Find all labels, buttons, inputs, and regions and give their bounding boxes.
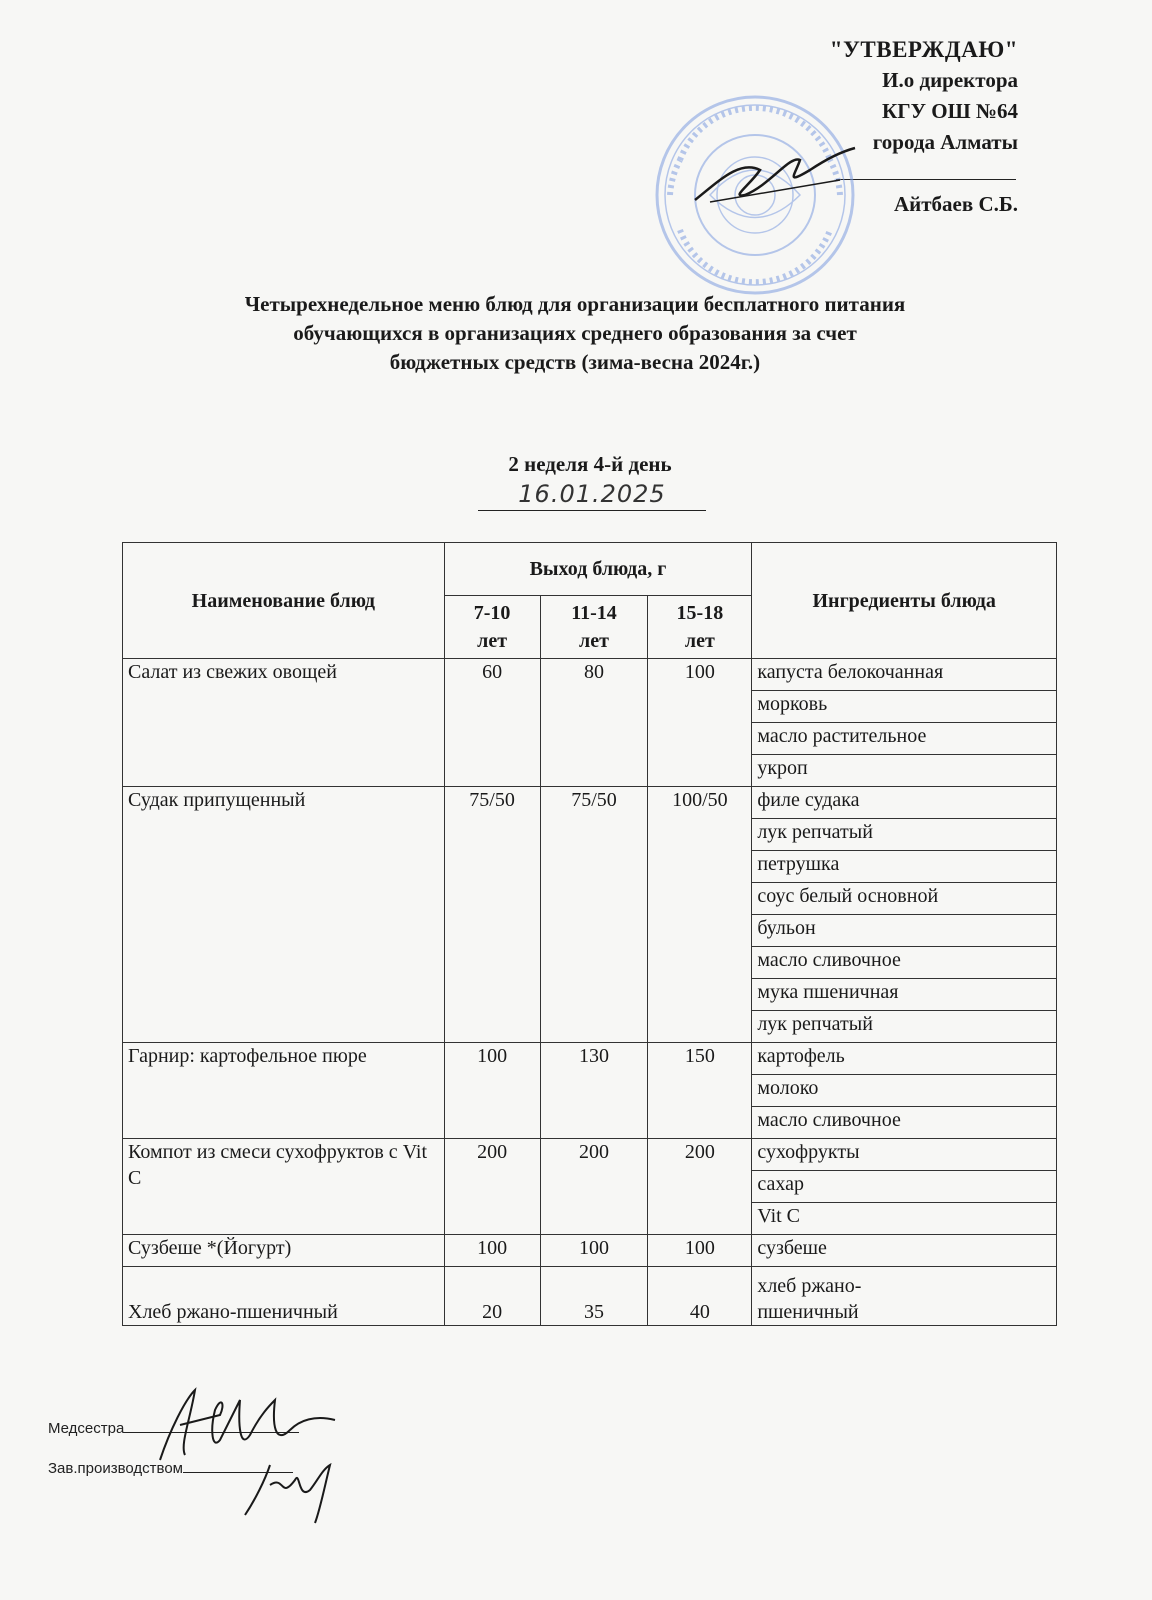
output-7-10-cell: 60	[444, 659, 540, 787]
output-15-18-cell: 100	[648, 659, 752, 787]
dish-name-cell: Судак припущенный	[123, 787, 445, 1043]
table-row	[123, 1267, 1057, 1326]
ingredient-cell: лук репчатый	[752, 1011, 1057, 1043]
approve-heading: "УТВЕРЖДАЮ"	[829, 37, 1018, 62]
ingredient-cell: морковь	[752, 691, 1057, 723]
nurse-label: Медсестра	[48, 1420, 125, 1437]
table-row	[123, 1235, 1057, 1267]
header-age-7-10: 7-10 лет	[444, 596, 540, 659]
output-11-14-cell: 75/50	[540, 787, 648, 1043]
output-15-18-cell: 100	[648, 1235, 752, 1267]
ingredient-cell: бульон	[752, 915, 1057, 947]
output-11-14-cell: 200	[540, 1139, 648, 1235]
ingredient-cell: филе судака	[752, 787, 1057, 819]
header-ingredients: Ингредиенты блюда	[752, 543, 1057, 659]
header-age-15-18: 15-18 лет	[648, 596, 752, 659]
header-dish-name: Наименование блюд	[123, 543, 445, 659]
ingredient-cell: капуста белокочанная	[752, 659, 1057, 691]
output-15-18-cell: 200	[648, 1139, 752, 1235]
title-line-1: Четырехнедельное меню блюд для организации бесплатного питания	[244, 292, 906, 316]
header-age-11-14: 11-14 лет	[540, 596, 648, 659]
approver-city: города Алматы	[872, 130, 1018, 154]
ingredient-cell: укроп	[752, 755, 1057, 787]
production-signature-icon	[240, 1455, 350, 1525]
ingredient-cell: масло сливочное	[752, 947, 1057, 979]
dish-name-cell: Салат из свежих овощей	[123, 659, 445, 787]
menu-table-body	[123, 659, 1057, 1326]
ingredient-cell: мука пшеничная	[752, 979, 1057, 1011]
ingredient-cell: хлеб ржано- пшеничный	[752, 1267, 1057, 1326]
output-11-14-cell: 100	[540, 1235, 648, 1267]
output-11-14-cell: 130	[540, 1043, 648, 1139]
approver-name: Айтбаев С.Б.	[893, 192, 1018, 216]
signature-line	[836, 178, 1016, 180]
title-line-2: обучающихся в организациях среднего образования за счет	[293, 321, 857, 345]
approver-position: И.о директора	[882, 68, 1018, 92]
table-row	[123, 1139, 1057, 1171]
ingredient-cell: молоко	[752, 1075, 1057, 1107]
ingredient-cell: лук репчатый	[752, 819, 1057, 851]
dish-name-cell: Хлеб ржано-пшеничный	[123, 1267, 445, 1326]
header-output: Выход блюда, г	[444, 543, 752, 596]
output-15-18-cell: 150	[648, 1043, 752, 1139]
ingredient-cell: сузбеше	[752, 1235, 1057, 1267]
ingredient-cell: масло растительное	[752, 723, 1057, 755]
output-15-18-cell: 40	[648, 1267, 752, 1326]
production-label: Зав.производством	[48, 1460, 183, 1477]
approver-organization: КГУ ОШ №64	[882, 99, 1018, 123]
table-row	[123, 1043, 1057, 1075]
title-line-3: бюджетных средств (зима-весна 2024г.)	[389, 350, 761, 374]
ingredient-cell: картофель	[752, 1043, 1057, 1075]
dish-name-cell: Компот из смеси сухофруктов с Vit C	[123, 1139, 445, 1235]
table-row	[123, 659, 1057, 691]
output-7-10-cell: 100	[444, 1235, 540, 1267]
output-15-18-cell: 100/50	[648, 787, 752, 1043]
output-11-14-cell: 35	[540, 1267, 648, 1326]
ingredient-cell: соус белый основной	[752, 883, 1057, 915]
dish-name-cell: Гарнир: картофельное пюре	[123, 1043, 445, 1139]
ingredient-cell: масло сливочное	[752, 1107, 1057, 1139]
menu-table	[122, 542, 1057, 1326]
output-11-14-cell: 80	[540, 659, 648, 787]
ingredient-cell: петрушка	[752, 851, 1057, 883]
handwritten-date: 16.01.2025	[478, 480, 706, 511]
output-7-10-cell: 20	[444, 1267, 540, 1326]
ingredient-cell: сухофрукты	[752, 1139, 1057, 1171]
director-signature-icon	[690, 140, 860, 220]
ingredient-cell: сахар	[752, 1171, 1057, 1203]
table-row	[123, 787, 1057, 819]
output-7-10-cell: 100	[444, 1043, 540, 1139]
ingredient-cell: Vit C	[752, 1203, 1057, 1235]
output-7-10-cell: 75/50	[444, 787, 540, 1043]
document-title	[120, 290, 1030, 377]
dish-name-cell: Сузбеше *(Йогурт)	[123, 1235, 445, 1267]
output-7-10-cell: 200	[444, 1139, 540, 1235]
week-day-label: 2 неделя 4-й день	[508, 452, 672, 476]
